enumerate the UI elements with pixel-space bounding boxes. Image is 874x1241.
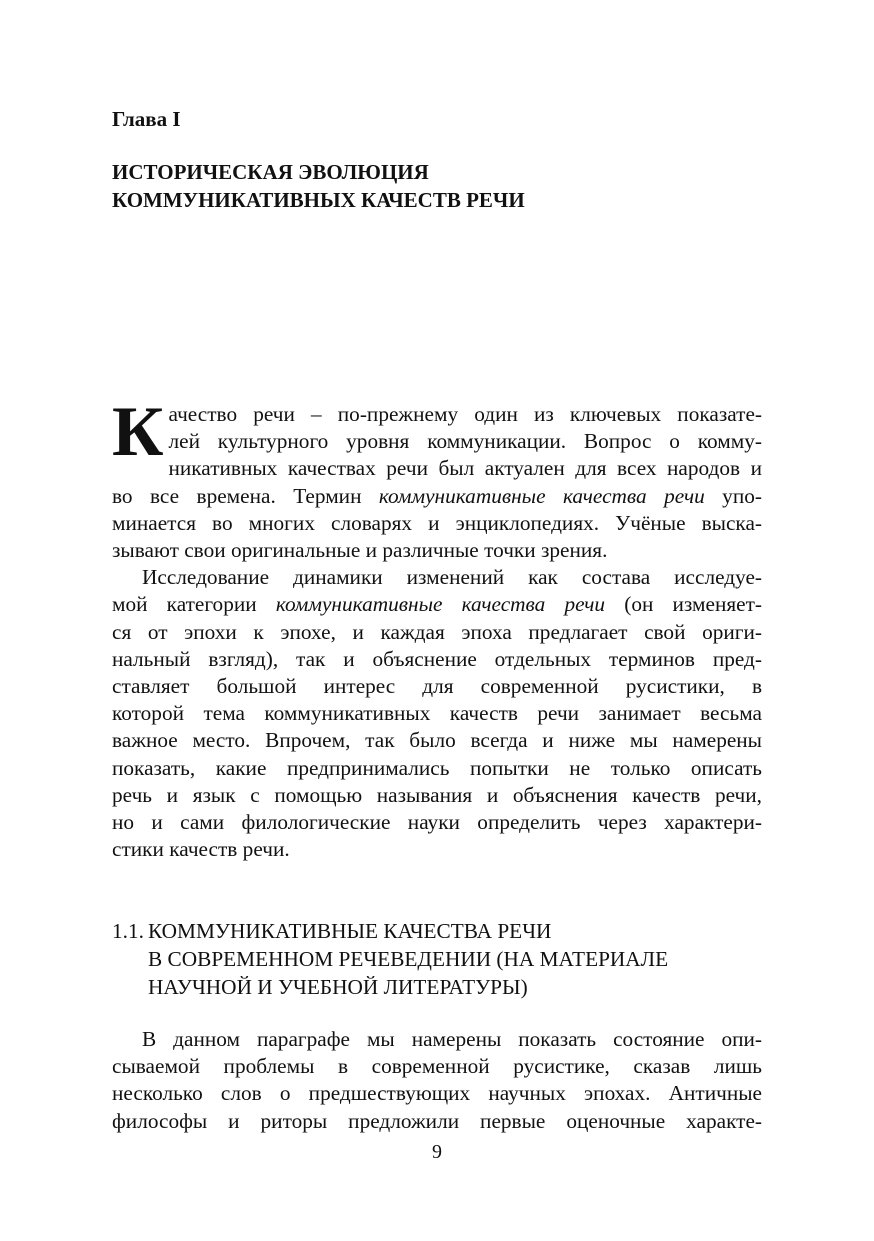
text-line <box>112 483 762 510</box>
chapter-title-line-2: КОММУНИКАТИВНЫХ КАЧЕСТВ РЕЧИ <box>112 188 525 212</box>
chapter-title-line-1: ИСТОРИЧЕСКАЯ ЭВОЛЮЦИЯ <box>112 160 429 184</box>
text-line: В данном параграфе мы намерены показать состояние опи- <box>142 1027 762 1051</box>
section-heading-row-1 <box>112 917 762 945</box>
page-number: 9 <box>432 1141 442 1163</box>
text-run: упо- <box>704 483 762 508</box>
text-line: речь и язык с помощью называния и объяснения качеств речи, <box>112 782 762 807</box>
text-line: сываемой проблемы в современной русистике, сказав лишь <box>112 1054 762 1079</box>
text-line: показать, какие предпринимались попытки не только описать <box>112 755 762 780</box>
section-title-line-1: КОММУНИКАТИВНЫЕ КАЧЕСТВА РЕЧИ <box>148 919 552 943</box>
text-line: несколько слов о предшествующих научных эпохах. Античные <box>112 1081 762 1106</box>
intro-text <box>112 393 762 863</box>
text-line: Исследование динамики изменений как состава исследуе- <box>142 565 762 590</box>
text-line: никативных качествах речи был актуален для всех народов и <box>168 456 762 481</box>
intro-paragraph-2 <box>112 564 762 863</box>
text-line: но и сами филологические науки определить через характери- <box>112 810 762 835</box>
section-title-line-3: НАУЧНОЙ И УЧЕБНОЙ ЛИТЕРАТУРЫ) <box>148 975 528 999</box>
term-emphasis: коммуникативные качества речи <box>275 592 606 617</box>
text-line: нальный взгляд), так и объяснение отдельных терминов пред- <box>112 646 762 671</box>
term-emphasis: коммуникативные качества речи <box>378 483 705 508</box>
chapter-title <box>112 158 525 214</box>
text-run: (он изменяет- <box>605 592 762 617</box>
text-run: во все времена. Термин <box>112 483 379 508</box>
text-line: зывают свои оригинальные и различные точки зрения. <box>112 538 608 563</box>
section-number: 1.1. <box>112 919 144 943</box>
text-line: философы и риторы предложили первые оценочные характе- <box>112 1108 762 1133</box>
text-line: которой тема коммуникативных качеств речи занимает весьма <box>112 701 762 726</box>
text-run: мой категории <box>112 592 276 617</box>
text-line: ачество речи – по-прежнему один из ключевых показате- <box>168 402 762 426</box>
book-page <box>112 0 762 1241</box>
text-line: стики качеств речи. <box>112 837 290 862</box>
text-line: ся от эпохи к эпохе, и каждая эпоха предлагает свой ориги- <box>112 619 762 644</box>
intro-paragraph-1 <box>112 393 762 564</box>
section-paragraph-1 <box>112 1026 762 1135</box>
section-text <box>112 1026 762 1135</box>
text-line: минается во многих словарях и энциклопедиях. Учёные выска- <box>112 510 762 535</box>
section-heading <box>112 917 762 1001</box>
text-line <box>112 591 762 618</box>
text-line: лей культурного уровня коммуникации. Вопрос о комму- <box>168 429 762 454</box>
drop-cap: К <box>112 393 163 471</box>
text-line: ставляет большой интерес для современной русистики, в <box>112 674 762 699</box>
section-title-line-2: В СОВРЕМЕННОМ РЕЧЕВЕДЕНИИ (НА МАТЕРИАЛЕ <box>148 947 669 971</box>
chapter-label: Глава I <box>112 107 181 131</box>
text-line: важное место. Впрочем, так было всегда и ниже мы намерены <box>112 728 762 753</box>
